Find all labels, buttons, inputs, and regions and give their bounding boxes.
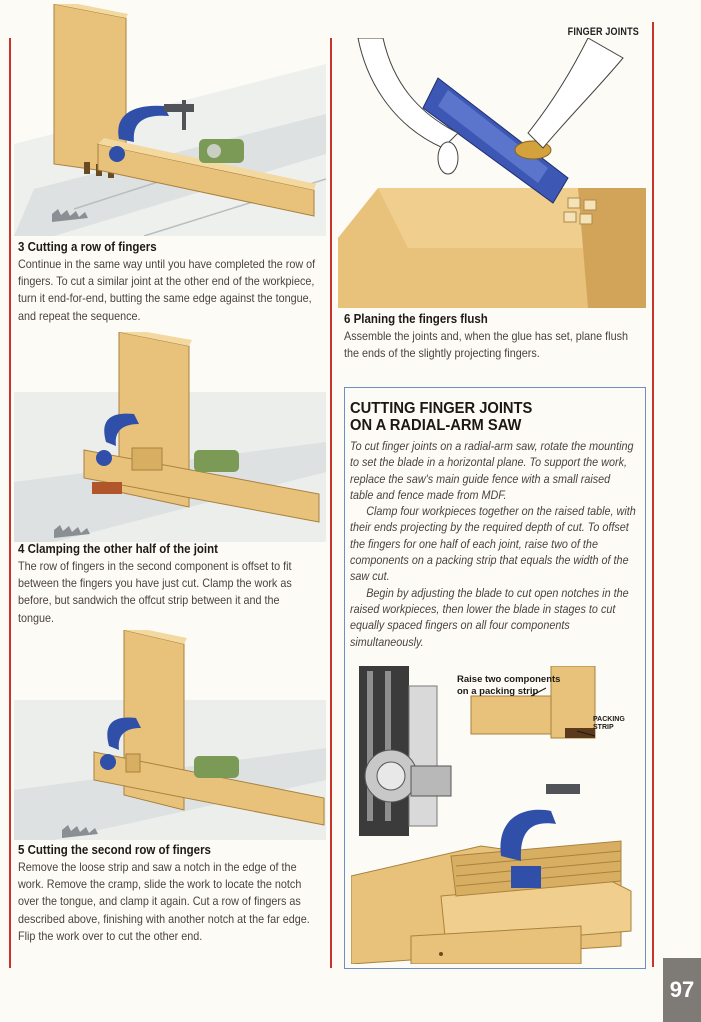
sidebar-paragraph-1: To cut finger joints on a radial-arm saw, rotate the mounting to set the blade in a horizontal plane. To support the work, replace the saw's main guide fence with a small raised table and fence made from MDF. [350, 439, 634, 502]
step-3-body: Continue in the same way until you have completed the row of fingers. To cut a similar joint at the other end of the workpiece, turn it end-for-end, butting the same edge against the tongue, and repeat the sequence. [18, 257, 316, 323]
packing-strip-label [593, 716, 625, 732]
step-5 [18, 843, 318, 945]
sidebar-paragraph-3: Begin by adjusting the blade to cut open notches in the raised workpieces, then lower the blade in stages to cut equally spaced fingers on all four components simultaneously. [350, 585, 629, 649]
sidebar-paragraph-2: Clamp four workpieces together on the raised table, with their ends projecting by the required depth of cut. To offset the fingers for one half of each joint, raise two of the components on a packing strip that equals the width of the saw cut. [350, 504, 636, 584]
step-4 [18, 542, 318, 627]
radial-arm-saw-sidebar [344, 387, 646, 969]
callout-line-1: Raise two components [457, 674, 561, 685]
step-6 [344, 312, 644, 362]
step-5-title: 5 Cutting the second row of fingers [18, 843, 211, 857]
right-margin-rule [652, 22, 654, 967]
illustration-step-5 [14, 630, 326, 840]
packing-strip-callout [457, 674, 560, 698]
packing-label-line-2: STRIP [593, 724, 614, 731]
page-number: 97 [663, 958, 701, 1022]
callout-line-2: on a packing strip [457, 686, 539, 697]
illustration-step-3 [14, 4, 326, 236]
illustration-step-4 [14, 332, 326, 542]
step-4-body: The row of fingers in the second component is offset to fit between the fingers you have just cut. Clamp the work as before, but sandwich the offcut strip between it and the tongue. [18, 559, 292, 625]
step-4-title: 4 Clamping the other half of the joint [18, 542, 218, 556]
sidebar-title-line2: ON A RADIAL-ARM SAW [350, 417, 522, 434]
sidebar-title [350, 400, 621, 434]
step-6-title: 6 Planing the fingers flush [344, 312, 488, 326]
step-3 [18, 240, 318, 325]
section-header: FINGER JOINTS [567, 26, 639, 38]
column-divider-rule [330, 38, 332, 968]
illustration-step-6 [338, 38, 646, 308]
left-margin-rule [9, 38, 11, 968]
step-5-body: Remove the loose strip and saw a notch in the edge of the work. Remove the cramp, slide the work to locate the notch over the tongue, and clamp it again. Cut a row of fingers as described above, finishing with another notch at the far edge. Flip the work over to cut the other end. [18, 860, 310, 943]
illustration-radial-arm-saw [351, 666, 641, 964]
step-6-body: Assemble the joints and, when the glue has set, plane flush the ends of the slightly projecting fingers. [344, 329, 628, 361]
packing-label-line-1: PACKING [593, 716, 625, 723]
sidebar-title-line1: CUTTING FINGER JOINTS [350, 400, 533, 417]
step-3-title: 3 Cutting a row of fingers [18, 240, 157, 254]
